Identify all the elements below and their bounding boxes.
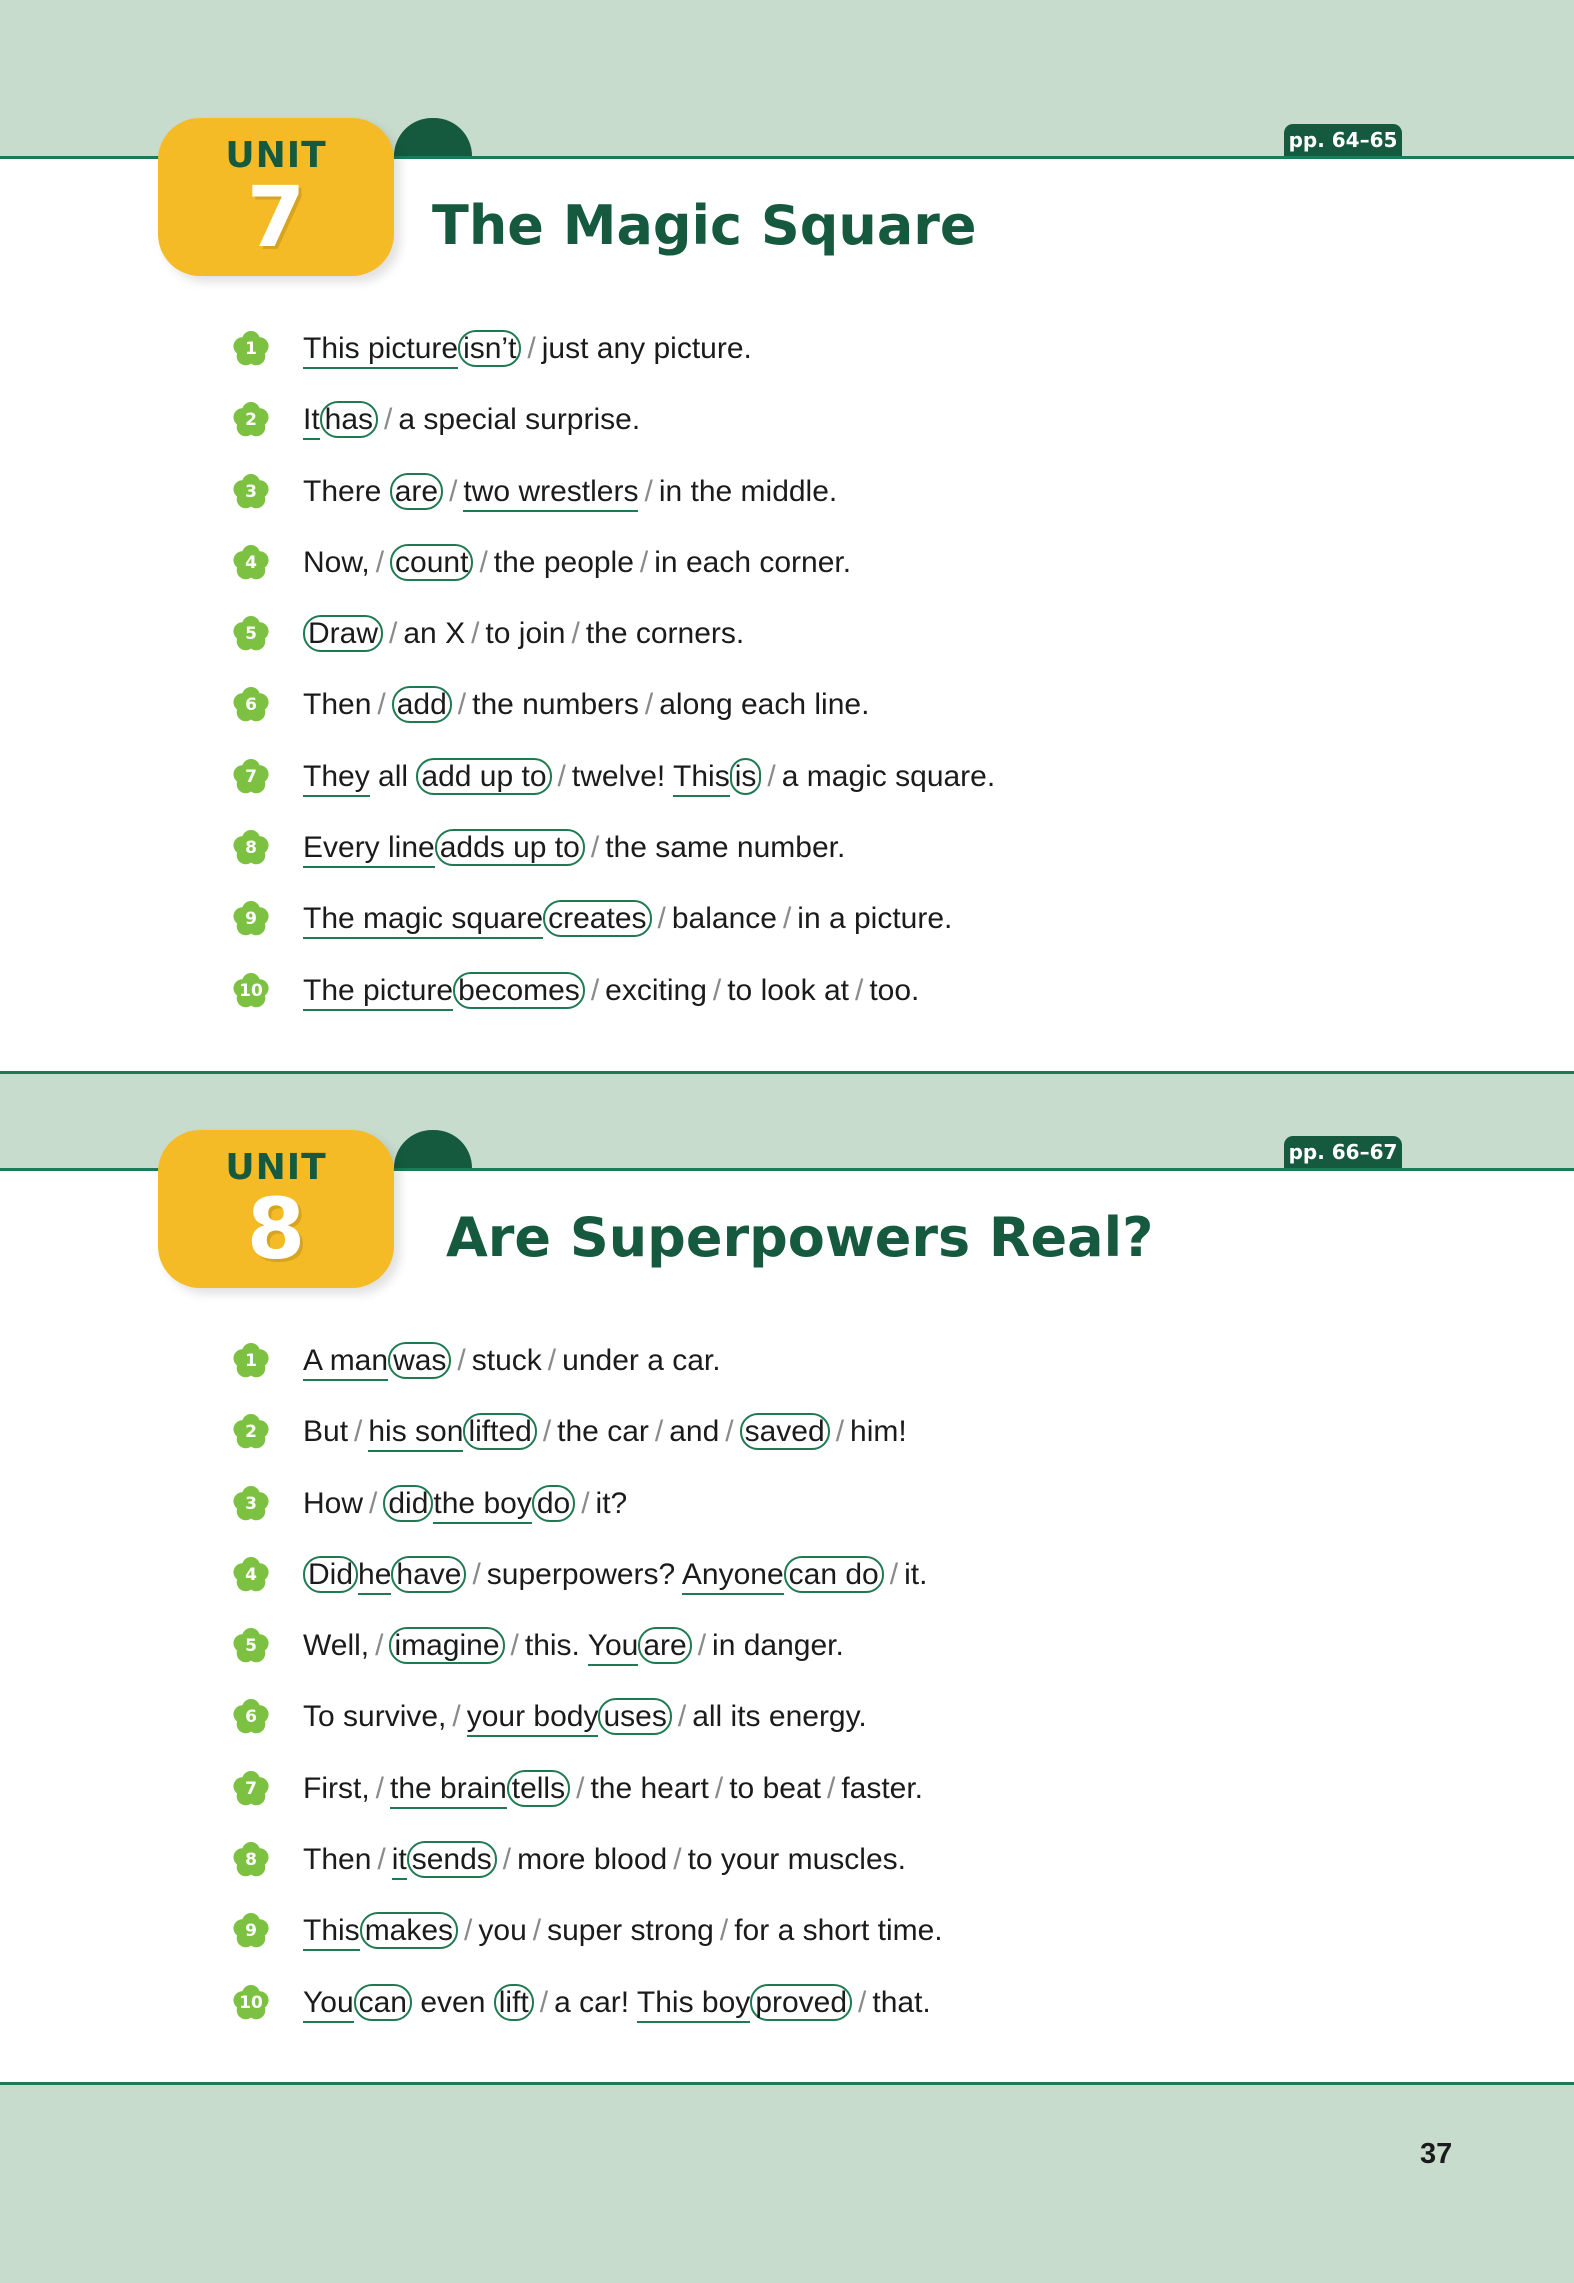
chunk-slash: / — [389, 617, 398, 651]
sentence-text — [303, 1487, 627, 1521]
chunk-slash: / — [725, 1415, 734, 1449]
sentence-number: 2 — [245, 1422, 257, 1443]
phrase: to look at — [727, 973, 849, 1007]
page-reference-badge: pp. 64–65 — [1284, 124, 1402, 156]
flower-number-icon — [232, 1770, 270, 1808]
unit-badge-tab — [394, 118, 472, 156]
phrase: stuck — [471, 1344, 542, 1377]
chunk-slash: / — [479, 545, 488, 579]
verb-circle: saved — [740, 1413, 830, 1450]
verb-circle: isn’t — [458, 330, 521, 367]
sentence-number: 3 — [245, 1493, 257, 1514]
flower-number-icon — [232, 1627, 270, 1665]
sentence-text — [303, 1344, 721, 1378]
chunk-slash: / — [719, 1914, 729, 1948]
verb-circle: lift — [494, 1984, 534, 2021]
phrase: the people — [493, 545, 634, 579]
flower-number-icon — [232, 330, 270, 368]
flower-number-icon — [232, 758, 270, 796]
phrase: along each line. — [659, 688, 870, 722]
unit-badge-tab — [394, 1130, 472, 1168]
flower-number-icon — [232, 1698, 270, 1736]
verb-circle: did — [383, 1485, 433, 1522]
verb-circle: Did — [303, 1556, 358, 1593]
phrase: super strong — [547, 1914, 714, 1948]
phrase: an X — [403, 617, 466, 651]
subject-underline: You — [588, 1629, 639, 1666]
chunk-slash: / — [712, 973, 722, 1007]
subject-underline: Anyone — [682, 1558, 784, 1595]
phrase: too. — [869, 973, 920, 1007]
chunk-slash: / — [510, 1629, 519, 1663]
sentence-number: 9 — [245, 1921, 257, 1942]
phrase: superpowers? — [486, 1557, 676, 1591]
flower-number-icon — [232, 473, 270, 511]
verb-circle: adds up to — [435, 829, 585, 866]
sentence-number: 10 — [239, 1992, 263, 2013]
subject-underline: The magic square — [303, 902, 543, 939]
chunk-slash: / — [782, 902, 792, 936]
phrase: in each corner. — [654, 545, 852, 579]
flower-number-icon — [232, 900, 270, 938]
phrase: Then — [303, 1843, 372, 1877]
unit-label: UNIT — [225, 135, 327, 176]
sentence-number: 1 — [245, 1351, 257, 1371]
chunk-slash: / — [449, 474, 458, 508]
flower-number-icon — [232, 1841, 270, 1879]
phrase: in the middle. — [658, 474, 838, 508]
page-reference-badge: pp. 66–67 — [1284, 1136, 1402, 1168]
verb-circle: tells — [507, 1770, 570, 1807]
chunk-slash: / — [502, 1843, 512, 1877]
chunk-slash: / — [571, 617, 580, 651]
subject-underline: his son — [368, 1415, 463, 1452]
phrase: to join — [485, 617, 566, 651]
verb-circle: creates — [543, 900, 651, 937]
unit-number: 7 — [246, 168, 306, 266]
sentence-text — [303, 1558, 927, 1592]
phrase: But — [303, 1415, 349, 1449]
chunk-slash: / — [354, 1415, 363, 1449]
chunk-slash: / — [714, 1771, 724, 1805]
phrase: it. — [904, 1557, 928, 1591]
verb-circle: have — [391, 1556, 466, 1593]
chunk-slash: / — [835, 1415, 845, 1449]
chunk-slash: / — [644, 474, 653, 508]
phrase: that. — [872, 1985, 931, 2019]
flower-number-icon — [232, 1984, 270, 2022]
page-number: 37 — [1420, 2138, 1453, 2170]
phrase: the same number. — [605, 831, 846, 865]
phrase: the numbers — [472, 688, 639, 722]
chunk-slash: / — [590, 973, 600, 1007]
phrase: the heart — [590, 1771, 709, 1805]
flower-number-icon — [232, 1485, 270, 1523]
phrase: you — [478, 1914, 527, 1948]
subject-underline: They — [303, 760, 370, 797]
chunk-slash: / — [457, 688, 467, 722]
phrase: this. — [524, 1629, 580, 1663]
sentence-number: 1 — [245, 339, 257, 359]
chunk-slash: / — [654, 1415, 664, 1449]
chunk-slash: / — [677, 1700, 687, 1734]
sentence-text — [303, 1700, 867, 1734]
chunk-slash: / — [590, 831, 600, 865]
flower-number-icon — [232, 615, 270, 653]
chunk-slash: / — [375, 1629, 384, 1663]
unit-title: The Magic Square — [432, 194, 977, 257]
chunk-slash: / — [854, 973, 864, 1007]
subject-underline: Every line — [303, 831, 435, 868]
phrase: to your muscles. — [687, 1843, 906, 1877]
chunk-slash: / — [384, 403, 393, 437]
phrase: exciting — [605, 973, 707, 1007]
chunk-slash: / — [547, 1344, 557, 1377]
chunk-slash: / — [542, 1415, 552, 1449]
chunk-slash: / — [889, 1557, 899, 1591]
sentence-text — [303, 1843, 906, 1877]
phrase: even — [420, 1985, 486, 2019]
verb-circle: uses — [598, 1698, 671, 1735]
sentence-text — [303, 902, 952, 936]
phrase: the car — [557, 1415, 649, 1449]
chunk-slash: / — [767, 759, 776, 793]
chunk-slash: / — [375, 1771, 384, 1805]
subject-underline: he — [358, 1558, 391, 1595]
verb-circle: sends — [407, 1841, 497, 1878]
subject-underline: This picture — [303, 332, 458, 369]
phrase: all its energy. — [692, 1700, 867, 1734]
verb-circle: proved — [750, 1984, 852, 2021]
sentence-text — [303, 760, 995, 794]
subject-underline: It — [303, 403, 320, 440]
phrase: There — [303, 474, 382, 508]
verb-circle: add up to — [416, 758, 551, 795]
subject-underline: two wrestlers — [463, 475, 638, 512]
chunk-slash: / — [657, 902, 666, 936]
sentence-text — [303, 1772, 923, 1806]
verb-circle: imagine — [389, 1627, 504, 1664]
chunk-slash: / — [369, 1486, 378, 1520]
phrase: a magic square. — [781, 759, 996, 793]
verb-circle: lifted — [463, 1413, 536, 1450]
phrase: faster. — [841, 1771, 924, 1805]
sentence-number: 6 — [245, 695, 257, 716]
subject-underline: the boy — [433, 1487, 531, 1524]
unit-label: UNIT — [225, 1147, 327, 1188]
phrase: twelve! — [571, 759, 666, 793]
sentence-text — [303, 831, 845, 865]
phrase: him! — [850, 1415, 907, 1449]
flower-number-icon — [232, 1413, 270, 1451]
phrase: in a picture. — [797, 902, 953, 936]
sentence-number: 6 — [245, 1707, 257, 1728]
verb-circle: are — [638, 1627, 691, 1664]
chunk-slash: / — [826, 1771, 836, 1805]
flower-number-icon — [232, 1912, 270, 1950]
chunk-slash: / — [472, 1557, 481, 1591]
flower-number-icon — [232, 544, 270, 582]
subject-underline: The picture — [303, 974, 453, 1011]
sentence-number: 8 — [245, 1850, 257, 1871]
chunk-slash: / — [576, 1771, 585, 1805]
subject-underline: This — [673, 760, 730, 797]
sentence-number: 3 — [245, 481, 257, 502]
verb-circle: can do — [784, 1556, 884, 1593]
verb-circle: becomes — [453, 972, 585, 1009]
chunk-slash: / — [697, 1629, 707, 1663]
flower-number-icon — [232, 829, 270, 867]
sentence-text — [303, 974, 919, 1008]
subject-underline: A man — [303, 1344, 388, 1381]
sentence-number: 2 — [245, 410, 257, 431]
sentence-text — [303, 1629, 844, 1663]
verb-circle: count — [390, 544, 473, 581]
sentence-text — [303, 332, 752, 366]
phrase: Then — [303, 688, 372, 722]
phrase: in danger. — [712, 1629, 844, 1663]
chunk-slash: / — [539, 1985, 549, 2019]
chunk-slash: / — [639, 545, 649, 579]
phrase: to beat — [729, 1771, 821, 1805]
sentence-text — [303, 1986, 931, 2020]
phrase: for a short time. — [734, 1914, 943, 1948]
unit-title: Are Superpowers Real? — [446, 1206, 1154, 1269]
sentence-number: 4 — [245, 1564, 257, 1585]
chunk-slash: / — [644, 688, 654, 722]
sentence-text — [303, 617, 744, 651]
flower-number-icon — [232, 1342, 270, 1380]
phrase: Now, — [303, 545, 370, 579]
phrase: First, — [303, 1771, 370, 1805]
sentence-text — [303, 1914, 943, 1948]
phrase: and — [669, 1415, 720, 1449]
phrase: just any picture. — [541, 332, 752, 365]
verb-circle: was — [388, 1342, 451, 1379]
chunk-slash: / — [377, 688, 386, 722]
verb-circle: do — [532, 1485, 575, 1522]
sentence-text — [303, 688, 869, 722]
unit-badge — [158, 1130, 394, 1288]
verb-circle: are — [390, 473, 443, 510]
phrase: the corners. — [585, 617, 745, 651]
verb-circle: Draw — [303, 615, 383, 652]
phrase: a car! — [554, 1985, 630, 2019]
sentence-number: 10 — [239, 980, 263, 1001]
sentence-number: 4 — [245, 552, 257, 573]
sentence-text — [303, 475, 837, 509]
subject-underline: You — [303, 1986, 354, 2023]
phrase: balance — [671, 902, 777, 936]
chunk-slash: / — [452, 1700, 461, 1734]
subject-underline: This — [303, 1914, 360, 1951]
sentence-text — [303, 546, 851, 580]
sentence-number: 7 — [245, 766, 257, 787]
verb-circle: has — [320, 401, 378, 438]
subject-underline: your body — [467, 1700, 599, 1737]
verb-circle: is — [730, 758, 762, 795]
verb-circle: can — [354, 1984, 412, 2021]
subject-underline: the brain — [390, 1772, 507, 1809]
chunk-slash: / — [464, 1914, 473, 1948]
chunk-slash: / — [375, 545, 385, 579]
chunk-slash: / — [457, 1344, 466, 1377]
phrase: it? — [595, 1486, 628, 1520]
sentence-text — [303, 1415, 907, 1449]
flower-number-icon — [232, 686, 270, 724]
chunk-slash: / — [471, 617, 480, 651]
phrase: a special surprise. — [398, 403, 641, 437]
verb-circle: add — [392, 686, 452, 723]
subject-underline: it — [392, 1843, 407, 1880]
sentence-number: 7 — [245, 1778, 257, 1799]
chunk-slash: / — [532, 1914, 542, 1948]
unit-badge — [158, 118, 394, 276]
chunk-slash: / — [858, 1985, 867, 2019]
flower-number-icon — [232, 401, 270, 439]
phrase: To survive, — [303, 1700, 447, 1734]
sentence-number: 5 — [245, 624, 257, 645]
chunk-slash: / — [377, 1843, 386, 1877]
sentence-number: 8 — [245, 838, 257, 859]
phrase: How — [303, 1486, 364, 1520]
phrase: more blood — [517, 1843, 668, 1877]
phrase: Well, — [303, 1629, 370, 1663]
phrase: under a car. — [562, 1344, 721, 1377]
flower-number-icon — [232, 1556, 270, 1594]
subject-underline: This boy — [637, 1986, 750, 2023]
verb-circle: makes — [360, 1912, 458, 1949]
chunk-slash: / — [527, 332, 536, 365]
sentence-number: 5 — [245, 1636, 257, 1657]
chunk-slash: / — [673, 1843, 682, 1877]
phrase: all — [378, 759, 409, 793]
flower-number-icon — [232, 972, 270, 1010]
sentence-number: 9 — [245, 909, 257, 930]
chunk-slash: / — [557, 759, 566, 793]
unit-number: 8 — [246, 1180, 306, 1278]
chunk-slash: / — [581, 1486, 590, 1520]
sentence-text — [303, 403, 640, 437]
